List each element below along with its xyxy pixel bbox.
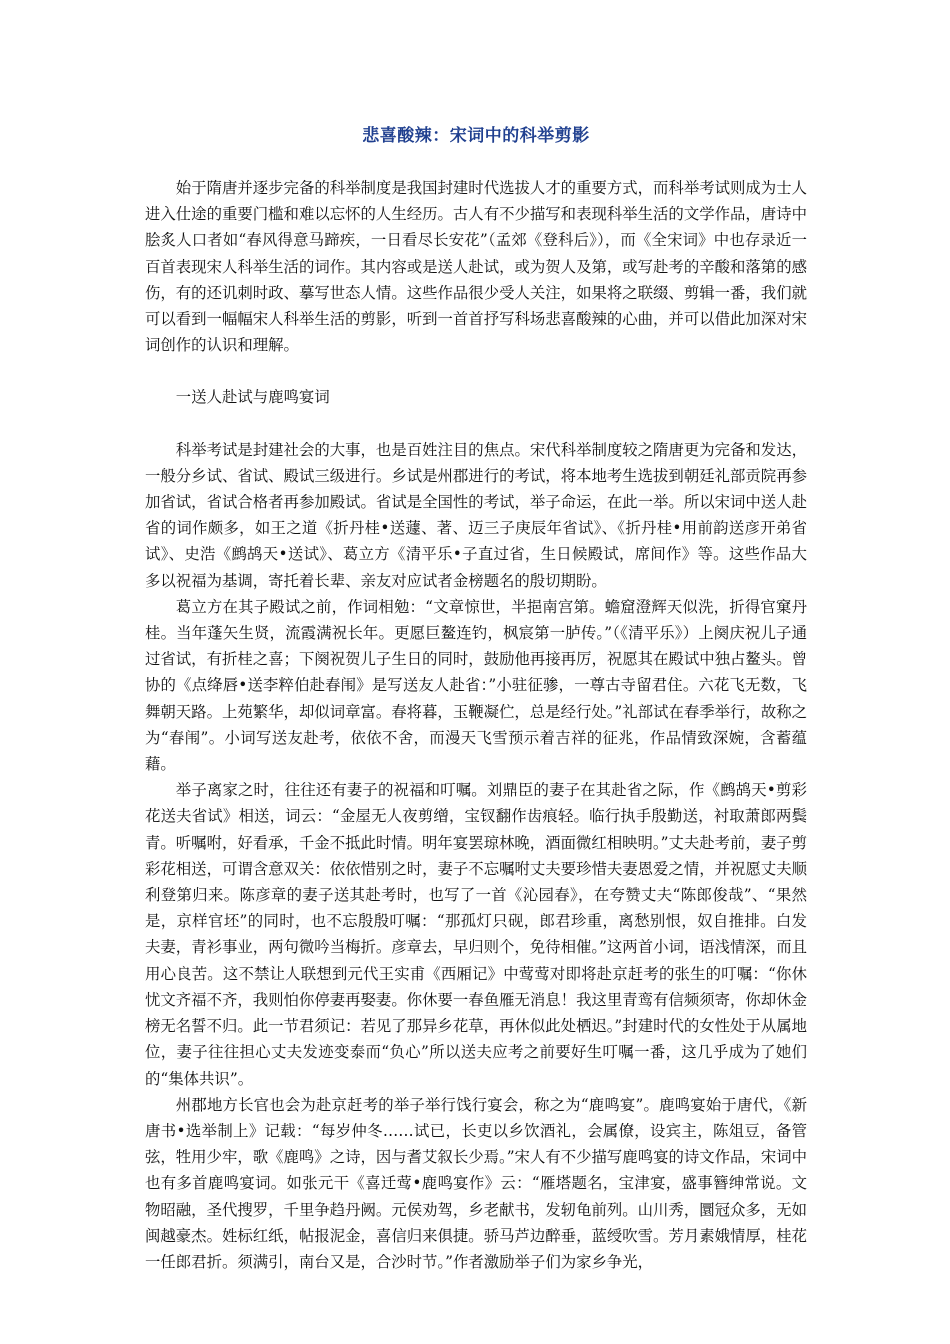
- body-paragraph-3: 举子离家之时，往往还有妻子的祝福和叮嘱。刘鼎臣的妻子在其赴省之际，作《鹧鸪天•剪彩花送夫省试》相送，词云：“金屋无人夜剪缯，宝钗翻作齿痕轻。临行执手殷勤送，衬取萧郎两鬓青。听嘱咐，好看承，千金不抵此时情。明年宴罢琼林晚，酒面微红相映明。”丈夫赴考前，妻子剪彩花相送，可谓含意双关：依依惜别之时，妻子不忘嘱咐丈夫要珍惜夫妻恩爱之情，并祝愿丈夫顺利登第归来。陈彦章的妻子送其赴考时，也写了一首《沁园春》，在夸赞丈夫“陈郎俊哉”、“果然是，京样官坯”的同时，也不忘殷殷叮嘱：“那孤灯只砚，郎君珍重，离愁别恨，奴自推排。白发夫妻，青衫事业，两句微吟当梅折。彦章去，早归则个，免待相催。”这两首小词，语浅情深，而且用心良苦。这不禁让人联想到元代王实甫《西厢记》中莺莺对即将赴京赶考的张生的叮嘱：“你休忧文齐福不齐，我则怕你停妻再娶妻。你休要一春鱼雁无消息！我这里青鸾有信频须寄，你却休金榜无名誓不归。此一节君须记：若见了那异乡花草，再休似此处栖迟。”封建时代的女性处于从属地位，妻子往往担心丈夫发迹变泰而“负心”所以送夫应考之前要好生叮嘱一番，这几乎成为了她们的“集体共识”。: [145, 781, 807, 1088]
- body-paragraph-4: 州郡地方长官也会为赴京赶考的举子举行饯行宴会，称之为“鹿鸣宴”。鹿鸣宴始于唐代，《新唐书•选举制上》记载：“每岁仲冬……试已，长吏以乡饮酒礼，会属僚，设宾主，陈俎豆，备管弦，牲用少牢，歌《鹿鸣》之诗，因与耆艾叙长少焉。”宋人有不少描写鹿鸣宴的诗文作品，宋词中也有多首鹿鸣宴词。如张元干《喜迁莺•鹿鸣宴作》云：“雁塔题名，宝津宴，盛事簪绅常说。文物昭融，圣代搜罗，千里争趋丹阙。元侯劝驾，乡老献书，发轫龟前列。山川秀，圜冠众多，无如闽越豪杰。姓标红纸，帖报泥金，喜信归来俱捷。骄马芦边醉垂，蓝绶吹雪。芳月素娥情厚，桂花一任郎君折。须满引，南台又是，合沙时节。”作者激励举子们为家乡争光，: [145, 1095, 807, 1271]
- section-heading: 一送人赴试与鹿鸣宴词: [175, 388, 330, 407]
- body-paragraph-2: 葛立方在其子殿试之前，作词相勉：“文章惊世，半挹南宫第。蟾窟澄辉天似洗，折得官窠丹桂。当年蓬矢生贤，流霞满祝长年。更愿巨鳌连钓，枫宸第一胪传。”（《清平乐》）上阕庆祝儿子通过省试，有折桂之喜；下阕祝贺儿子生日的同时，鼓励他再接再厉，祝愿其在殿试中独占鳌头。曾协的《点绛唇•送李粹伯赴春闱》是写送友人赴省：”小驻征骖，一尊古寺留君住。六花飞无数，飞舞朝天路。上苑繁华，却似词章富。春将暮，玉鞭凝伫，总是经行处。”礼部试在春季举行，故称之为“春闱”。小词写送友赴考，依依不舍，而漫天飞雪预示着吉祥的征兆，作品情致深婉，含蓄蕴藉。: [145, 597, 807, 774]
- document-title: 悲喜酸辣：宋词中的科举剪影: [362, 126, 590, 146]
- body-paragraph-1: 科举考试是封建社会的大事，也是百姓注目的焦点。宋代科举制度较之隋唐更为完备和发达，一般分乡试、省试、殿试三级进行。乡试是州郡进行的考试，将本地考生选拔到朝廷礼部贡院再参加省试，省试合格者再参加殿试。省试是全国性的考试，举子命运，在此一举。所以宋词中送人赴省的词作颇多，如王之道《折丹桂•送蘧、著、迈三子庚辰年省试》、《折丹桂•用前韵送彦开弟省试》、史浩《鹧鸪天•送试》、葛立方《清平乐•子直过省，生日候殿试，席间作》等。这些作品大多以祝福为基调，寄托着长辈、亲友对应试者金榜题名的殷切期盼。: [145, 440, 807, 590]
- intro-paragraph: 始于隋唐并逐步完备的科举制度是我国封建时代选拔人才的重要方式，而科举考试则成为士人进入仕途的重要门槛和难以忘怀的人生经历。古人有不少描写和表现科举生活的文学作品，唐诗中脍炙人口者如“春风得意马蹄疾，一日看尽长安花”（孟郊《登科后》），而《全宋词》中也存录近一百首表现宋人科举生活的词作。其内容或是送人赴试，或为贺人及第，或写赴考的辛酸和落第的感伤，有的还讥刺时政、摹写世态人情。这些作品很少受人关注，如果将之联缀、剪辑一番，我们就可以看到一幅幅宋人科举生活的剪影，听到一首首抒写科场悲喜酸辣的心曲，并可以借此加深对宋词创作的认识和理解。: [145, 179, 807, 355]
- document-page: [145, 122, 807, 1275]
